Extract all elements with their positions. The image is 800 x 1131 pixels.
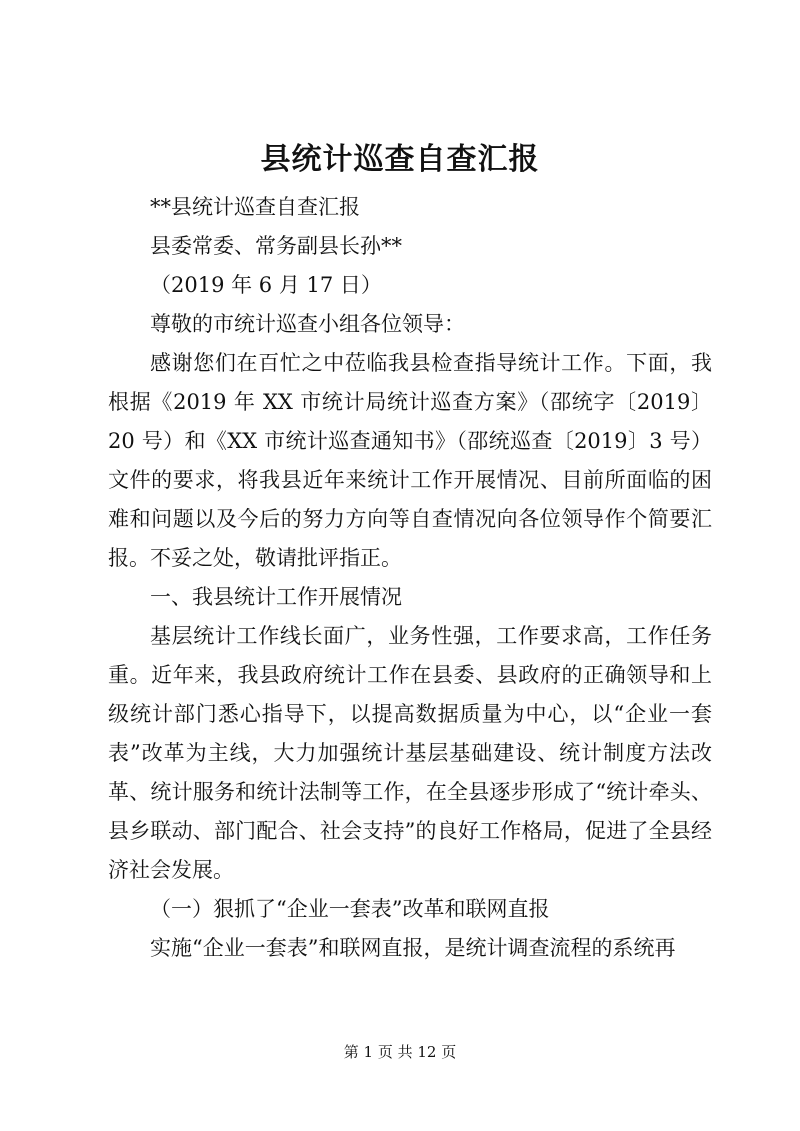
section-heading-1: 一、我县统计工作开展情况 bbox=[150, 585, 402, 609]
intro-paragraph: 感谢您们在百忙之中莅临我县检查指导统计工作。下面，我根据《2019 年 XX 市统计局统计巡查方案》（邵统字〔2019〕20 号）和《XX 市统计巡查通知书》（邵统巡查〔2019〕3 号）文件的要求，将我县近年来统计工作开展情况、目前所面临的困难和问题以及今后的努力方向等自查情况向各位领导作个简要汇报。不妥之处，敬请批评指正。 bbox=[108, 351, 712, 570]
document-body bbox=[108, 188, 712, 968]
page-footer: 第 1 页 共 12 页 bbox=[343, 1043, 457, 1061]
report-subtitle: **县统计巡查自查汇报 bbox=[150, 195, 360, 219]
subsection-heading-1: （一）狠抓了“企业一套表”改革和联网直报 bbox=[150, 897, 550, 921]
document-title: 县统计巡查自查汇报 bbox=[260, 142, 540, 177]
subsection-1-paragraph: 实施“企业一套表”和联网直报，是统计调查流程的系统再 bbox=[150, 936, 676, 960]
report-author: 县委常委、常务副县长孙** bbox=[150, 234, 402, 258]
section-1-paragraph: 基层统计工作线长面广，业务性强，工作要求高，工作任务重。近年来，我县政府统计工作在县委、县政府的正确领导和上级统计部门悉心指导下，以提高数据质量为中心，以“企业一套表”改革为主线，大力加强统计基层基础建设、统计制度方法改革、统计服务和统计法制等工作，在全县逐步形成了“统计牵头、县乡联动、部门配合、社会支持”的良好工作格局，促进了全县经济社会发展。 bbox=[108, 624, 712, 882]
report-date: （2019 年 6 月 17 日） bbox=[150, 273, 382, 297]
salutation: 尊敬的市统计巡查小组各位领导： bbox=[150, 312, 465, 336]
